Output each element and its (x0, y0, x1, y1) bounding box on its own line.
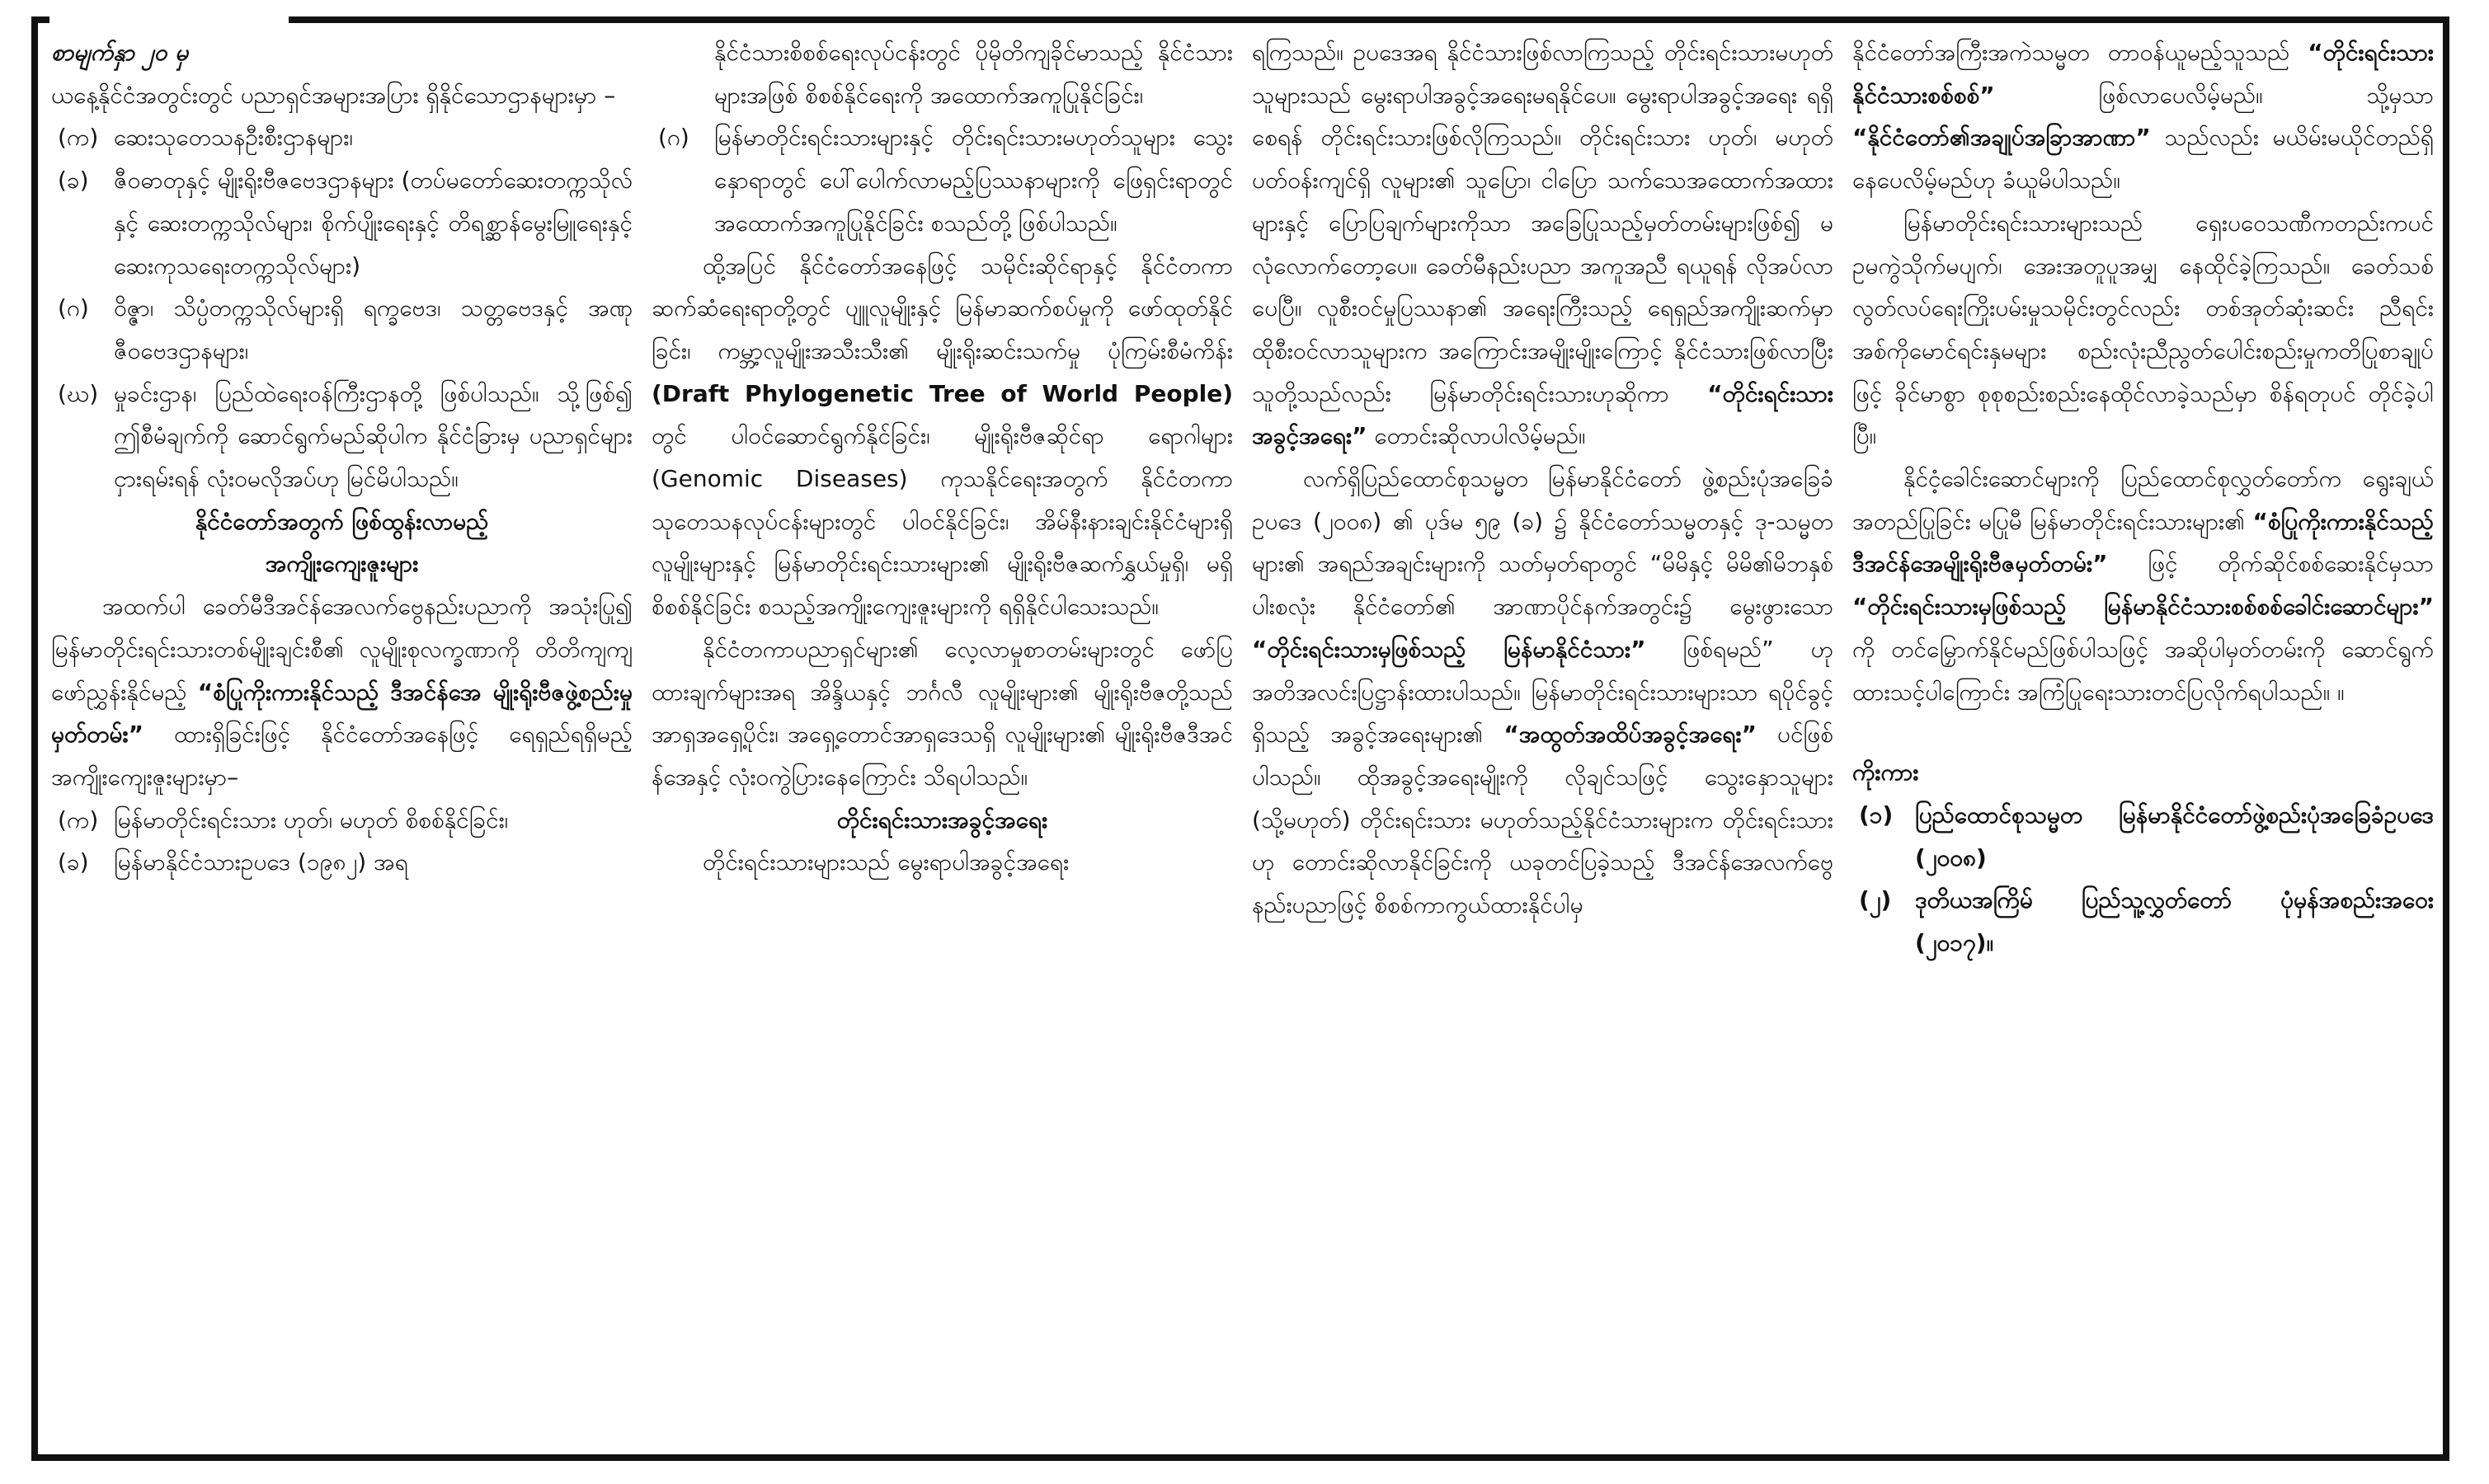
column-4 (1852, 31, 2434, 1425)
paragraph (1852, 458, 2434, 713)
paragraph-text: နိုင်ငံတော်အကြီးအကဲသမ္မတ တာဝန်ယူမည့်သူသည် (1852, 39, 2290, 66)
list-marker: (က) (58, 805, 99, 834)
list-marker: (ခ) (58, 848, 89, 876)
reference-text: ဒုတိယအကြိမ် ပြည်သူ့လွှတ်တော် ပုံမှန်အစည်းအဝေး (၂၀၁၇)။ (1915, 886, 2434, 957)
paragraph-text: ဖြင့် တိုက်ဆိုင်စစ်ဆေးနိုင်မှသာ (2107, 550, 2434, 578)
list-text: မြန်မာနိုင်ငံသားဥပဒေ (၁၉၈၂) အရ (114, 848, 408, 876)
spacer (1852, 713, 2434, 751)
paragraph-text: အထက်ပါ ခေတ်မီဒီအင်န်အေလက်ဗွေနည်းပညာကို အသုံးပြု၍ မြန်မာတိုင်းရင်းသားတစ်မျိုးချင်းစီ၏ လူမျိုးစုလက္ခဏာကို တိတိကျကျ ဖော်ညွှန်းနိုင်မည့် (51, 593, 633, 706)
emphasis-text: “တိုင်းရင်းသားနိုင်ငံသားစစ်စစ်” (1852, 39, 2434, 109)
paragraph-text: ရကြသည်။ ဥပဒေအရ နိုင်ငံသားဖြစ်လာကြသည့် တိုင်းရင်းသားမဟုတ်သူများသည် မွေးရာပါအခွင့်အရေးမရနိုင်ပေ။ မွေးရာပါအခွင့်အရေး ရရှိစေရန် တိုင်းရင်းသားဖြစ်လိုကြသည်။ တိုင်းရင်းသား ဟုတ်၊ မဟုတ် ပတ်ဝန်းကျင်ရှိ လူများ၏ သူပြော၊ ငါပြော သက်သေအထောက်အထားများနှင့် ပြောပြချက်များကိုသာ အခြေပြုသည့်မှတ်တမ်းများဖြစ်၍ မလုံလောက်တော့ပေ။ ခေတ်မီနည်းပညာ အကူအညီ ရယူရန် လိုအပ်လာပေပြီ။ လူစီးဝင်မှုပြဿနာ၏ အရေးကြီးသည့် ရေရှည်အကျိုးဆက်မှာ ထိုစီးဝင်လာသူများက အကြောင်းအမျိုးမျိုးကြောင့် နိုင်ငံသားဖြစ်လာပြီး သူတို့သည်လည်း မြန်မာတိုင်းရင်းသားဟုဆိုကာ (1252, 39, 1833, 407)
paragraph (652, 245, 1233, 628)
reference-text: ပြည်ထောင်စုသမ္မတ မြန်မာနိုင်ငံတော်ဖွဲ့စည်းပုံအခြေခံဥပဒေ (၂၀၀၈) (1915, 801, 2434, 871)
list-item (51, 287, 633, 372)
list-item (51, 841, 633, 884)
paragraph (1252, 31, 1833, 458)
list-text: ဝိဇ္ဇာ၊ သိပ္ပံတက္ကသိုလ်များရှိ ရက္ခဗေဒ၊ သတ္တဗေဒနှင့် အဏုဇီဝဗေဒဌာနများ၊ (114, 294, 633, 364)
list-item (51, 373, 633, 500)
references-heading: ကိုးကား (1852, 758, 1919, 787)
paragraph-text: တွင် ပါဝင်ဆောင်ရွက်နိုင်ခြင်း၊ မျိုးရိုးဗီဇဆိုင်ရာ ရောဂါများ (Genomic Diseases) ကုသနိုင်ရေးအတွက် နိုင်ငံတကာသုတေသနလုပ်ငန်းများတွင် ပါဝင်နိုင်ခြင်း၊ အိမ်နီးနားချင်းနိုင်ငံများရှိ လူမျိုးများနှင့် မြန်မာတိုင်းရင်းသားများ၏ မျိုးရိုးဗီဇဆက်နွှယ်မှုရှိ၊ မရှိ စိစစ်နိုင်ခြင်း စသည့်အကျိုးကျေးဇူးများကို ရရှိနိုင်ပါသေးသည်။ (652, 422, 1233, 621)
reference-marker: (၁) (1859, 801, 1894, 829)
emphasis-text: “စံပြုကိုးကားနိုင်သည့် ဒီအင်န်အေမျိုးရိုးဗီဇမှတ်တမ်း” (1852, 507, 2434, 578)
paragraph-text: ထို့အပြင် နိုင်ငံတော်အနေဖြင့် သမိုင်းဆိုင်ရာနှင့် နိုင်ငံတကာဆက်ဆံရေးရာတို့တွင် ပျူလူမျိုးနှင့် မြန်မာဆက်စပ်မှုကို ဖော်ထုတ်နိုင်ခြင်း၊ ကမ္ဘာ့လူမျိုးအသီးသီး၏ မျိုးရိုးဆင်းသက်မှု ပုံကြမ်းစီမံကိန်း (652, 251, 1233, 364)
column-1 (51, 31, 633, 1425)
column-2 (652, 31, 1233, 1425)
paragraph-text: တောင်းဆိုလာပါလိမ့်မည်။ (1367, 422, 1586, 450)
list-item (51, 159, 633, 287)
frame-top-gap (49, 10, 289, 26)
reference-item (1852, 879, 2434, 964)
section-heading: အကျိုးကျေးဇူးများ (265, 550, 419, 578)
paragraph: ယနေ့နိုင်ငံအတွင်းတွင် ပညာရှင်အများအပြား ရှိနိုင်သောဌာနများမှာ – (51, 81, 616, 109)
emphasis-text: (Draft Phylogenetic Tree of World People) (652, 379, 1233, 407)
list-item (652, 116, 1233, 244)
paragraph-text: လက်ရှိပြည်ထောင်စုသမ္မတ မြန်မာနိုင်ငံတော် ဖွဲ့စည်းပုံအခြေခံဥပဒေ (၂၀၀၈) ၏ ပုဒ်မ ၅၉ (ခ) ၌ နိုင်ငံတော်သမ္မတနှင့် ဒု-သမ္မတများ၏ အရည်အချင်းများကို သတ်မှတ်ရာတွင် “မိမိနှင့် မိမိ၏မိဘနှစ်ပါးစလုံး နိုင်ငံတော်၏ အာဏာပိုင်နက်အတွင်း၌ မွေးဖွားသော (1252, 465, 1833, 621)
list-marker: (ဃ) (58, 379, 99, 407)
emphasis-text: “တိုင်းရင်းသားအခွင့်အရေး” (1252, 379, 1833, 450)
paragraph (1252, 458, 1833, 927)
list-item (51, 799, 633, 842)
section-heading: တိုင်းရင်းသားအခွင့်အရေး (836, 805, 1048, 834)
paragraph-text: သည်လည်း မယိမ်းမယိုင်တည်ရှိနေပေလိမ့်မည်ဟု ခံယူမိပါသည်။ (1852, 124, 2434, 195)
list-text: ဇီဝဓာတုနှင့် မျိုးရိုးဗီဇဗေဒဌာနများ (တပ်မတော်ဆေးတက္ကသိုလ်နှင့် ဆေးတက္ကသိုလ်များ၊ စိုက်ပျိုးရေးနှင့် တိရစ္ဆာန်မွေးမြူရေးနှင့် ဆေးကုသရေးတက္ကသိုလ်များ) (114, 167, 633, 279)
reference-item (1852, 794, 2434, 879)
section-heading: နိုင်ငံတော်အတွက် ဖြစ်ထွန်းလာမည့် (195, 507, 489, 535)
list-text: မြန်မာတိုင်းရင်းသား ဟုတ်၊ မဟုတ် စိစစ်နိုင်ခြင်း၊ (114, 805, 509, 834)
list-marker: (ဂ) (658, 124, 689, 152)
paragraph: တိုင်းရင်းသားများသည် မွေးရာပါအခွင့်အရေး (703, 848, 1070, 876)
list-marker: (ခ) (58, 167, 89, 195)
article-columns (51, 31, 2435, 1425)
paragraph-text: ဖြစ်ရမည်” ဟု အတိအလင်းပြဋ္ဌာန်းထားပါသည်။ မြန်မာတိုင်းရင်းသားများသာ ရပိုင်ခွင့်ရှိသည့် အခွင့်အရေးများ၏ (1252, 635, 1833, 749)
emphasis-text: “အထွတ်အထိပ်အခွင့်အရေး” (1503, 721, 1757, 749)
emphasis-text: “နိုင်ငံတော်၏အချုပ်အခြာအာဏာ” (1852, 124, 2151, 152)
paragraph-text: နိုင်ငံ့ခေါင်းဆောင်များကို ပြည်ထောင်စုလွှတ်တော်က ရွေးချယ်အတည်ပြုခြင်း မပြုမီ မြန်မာတိုင်းရင်းသားများ၏ (1852, 465, 2434, 535)
paragraph: နိုင်ငံသားစိစစ်ရေးလုပ်ငန်းတွင် ပိုမိုတိကျခိုင်မာသည့် နိုင်ငံသားများအဖြစ် စိစစ်နိုင်ရေးကို အထောက်အကူပြုနိုင်ခြင်း၊ (714, 39, 1233, 109)
list-text: မှုခင်းဌာန၊ ပြည်ထဲရေးဝန်ကြီးဌာနတို့ ဖြစ်ပါသည်။ သို့ဖြစ်၍ ဤစီမံချက်ကို ဆောင်ရွက်မည်ဆိုပါက နိုင်ငံခြားမှ ပညာရှင်များ ငှားရမ်းရန် လုံးဝမလိုအပ်ဟု မြင်မိပါသည်။ (114, 379, 633, 493)
paragraph (51, 585, 633, 799)
paragraph (1852, 31, 2434, 202)
paragraph-text: ထားရှိခြင်းဖြင့် နိုင်ငံတော်အနေဖြင့် ရေရှည်ရရှိမည့် အကျိုးကျေးဇူးများမှာ– (51, 721, 633, 791)
continued-from-label: စာမျက်နှာ ၂၀ မှ (51, 39, 189, 66)
paragraph-text: ကို တင်မြှောက်နိုင်မည်ဖြစ်ပါသဖြင့် အဆိုပါမှတ်တမ်းကို ဆောင်ရွက်ထားသင့်ပါကြောင်း အကြံပြုရေးသားတင်ပြလိုက်ရပါသည်။ ။ (1852, 635, 2434, 706)
reference-marker: (၂) (1859, 886, 1892, 914)
column-3 (1252, 31, 1833, 1425)
paragraph-text: ပင်ဖြစ်ပါသည်။ ထိုအခွင့်အရေးမျိုးကို လိုချင်သဖြင့် သွေးနှောသူများ (သို့မဟုတ်) တိုင်းရင်းသား မဟုတ်သည့်နိုင်ငံသားများက တိုင်းရင်းသားဟု တောင်းဆိုလာနိုင်ခြင်းကို ယခုတင်ပြခဲ့သည့် ဒီအင်န်အေလက်ဗွေနည်းပညာဖြင့် စိစစ်ကာကွယ်ထားနိုင်ပါမှ (1252, 721, 1833, 919)
emphasis-text: “တိုင်းရင်းသားမှဖြစ်သည့် မြန်မာနိုင်ငံသားစစ်စစ်ခေါင်းဆောင်များ” (1852, 593, 2434, 621)
emphasis-text: “စံပြုကိုးကားနိုင်သည့် ဒီအင်န်အေ မျိုးရိုးဗီဇဖွဲ့စည်းမှုမှတ်တမ်း” (51, 678, 633, 749)
list-text: မြန်မာတိုင်းရင်းသားများနှင့် တိုင်းရင်းသားမဟုတ်သူများ သွေးနှောရာတွင် ပေါ်ပေါက်လာမည့်ပြဿနာများကို ဖြေရှင်းရာတွင် အထောက်အကူပြုနိုင်ခြင်း စသည်တို့ ဖြစ်ပါသည်။ (714, 124, 1233, 237)
paragraph: မြန်မာတိုင်းရင်းသားများသည် ရှေးပဝေသဏီကတည်းကပင် ဥမကွဲသိုက်မပျက်၊ အေးအတူပူအမျှ နေထိုင်ခဲ့ကြသည်။ ခေတ်သစ်လွတ်လပ်ရေးကြိုးပမ်းမှုသမိုင်းတွင်လည်း တစ်အုတ်ဆုံးဆင်း ညီရင်းအစ်ကိုမောင်ရင်းနှမများ စည်းလုံးညီညွတ်ပေါင်းစည်းမှုကတိပြုစာချုပ်ဖြင့် ခိုင်မာစွာ စုစုစည်းစည်းနေထိုင်လာခဲ့သည်မှာ စိန်ရတုပင် တိုင်ခဲ့ပါပြီ။ (1852, 209, 2434, 450)
paragraph-text: ဖြစ်လာပေလိမ့်မည်။ သို့မှသာ (1994, 81, 2434, 109)
list-marker: (ဂ) (58, 294, 89, 322)
list-item (51, 116, 633, 159)
paragraph: နိုင်ငံတကာပညာရှင်များ၏ လေ့လာမှုစာတမ်းများတွင် ဖော်ပြထားချက်များအရ အိန္ဒိယနှင့် ဘင်္ဂလီ လူမျိုးများ၏ မျိုးရိုးဗီဇတို့သည် အာရှအရှေ့ပိုင်း၊ အရှေ့တောင်အာရှဒေသရှိ လူမျိုးများ၏ မျိုးရိုးဗီဇဒီအင်န်အေနှင့် လုံးဝကွဲပြားနေကြောင်း သိရပါသည်။ (652, 635, 1233, 791)
emphasis-text: “တိုင်းရင်းသားမှဖြစ်သည့် မြန်မာနိုင်ငံသား” (1252, 635, 1646, 663)
list-marker: (က) (58, 124, 99, 152)
list-text: ဆေးသုတေသနဦးစီးဌာနများ၊ (114, 124, 353, 152)
